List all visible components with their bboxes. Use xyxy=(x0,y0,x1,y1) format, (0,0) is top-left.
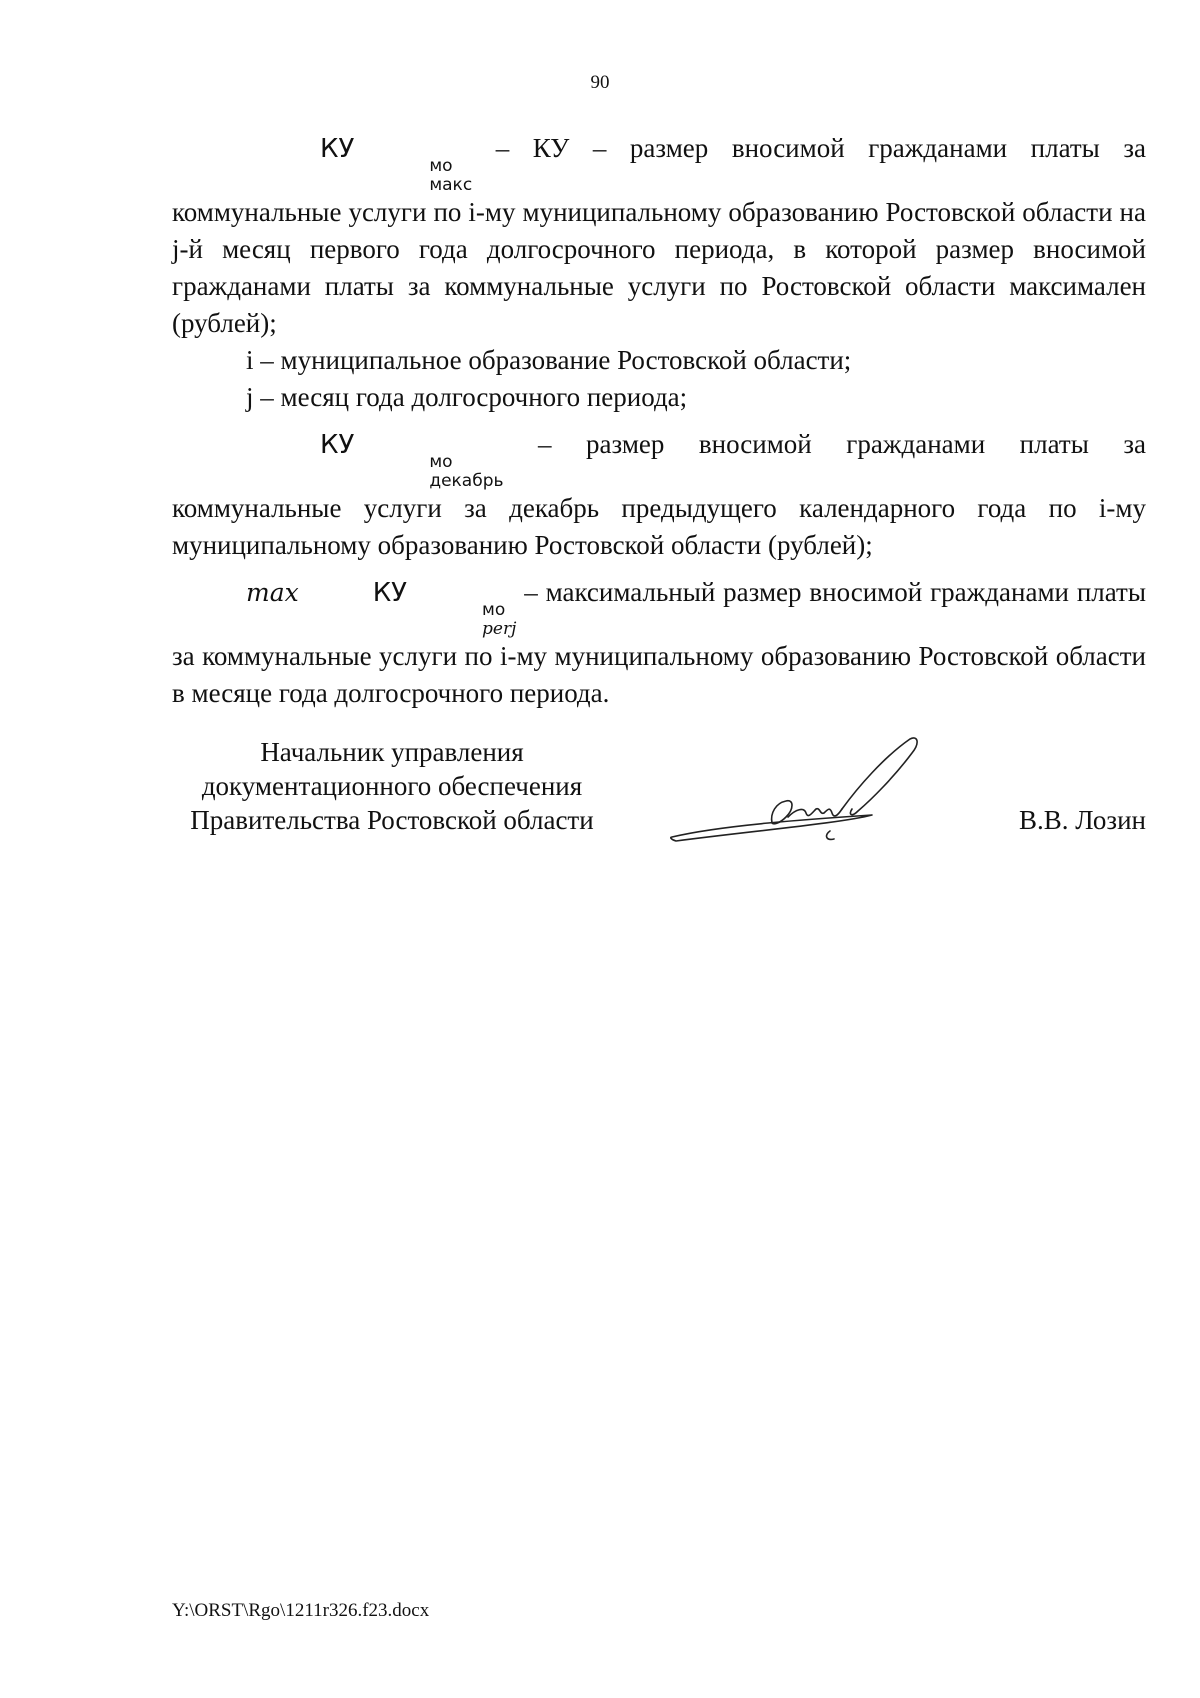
signatory-name: В.В. Лозин xyxy=(1019,805,1146,835)
subscript: макс xyxy=(429,175,473,195)
definition-i: i – муниципальное образование Ростовской области; xyxy=(246,345,852,375)
document-body xyxy=(172,120,1146,712)
handwritten-signature xyxy=(662,727,952,857)
superscript: мо xyxy=(429,156,453,176)
ku-symbol: КУ xyxy=(372,578,408,608)
definition-ku-december xyxy=(172,426,1146,564)
subscript: perj xyxy=(482,619,517,639)
max-prefix: max xyxy=(246,578,299,607)
definition-text: – размер вносимой гражданами платы за коммунальные услуги за декабрь предыдущего календарного года по i-му муниципальному образованию Ростовской области (рублей); xyxy=(172,429,1146,560)
signatory-title xyxy=(172,735,612,837)
signatory-title-line: документационного обеспечения xyxy=(201,771,583,801)
signatory-title-line: Правительства Ростовской области xyxy=(190,805,594,835)
ku-symbol: КУ xyxy=(320,134,355,164)
ku-symbol: КУ xyxy=(320,430,355,460)
definition-ku-max xyxy=(172,130,1146,342)
signatory-title-line: Начальник управления xyxy=(260,737,524,767)
superscript: мо xyxy=(482,600,506,620)
superscript: мо xyxy=(429,452,453,472)
subscript: декабрь xyxy=(429,471,504,491)
footer-file-path: Y:\ORST\Rgo\1211r326.f23.docx xyxy=(172,1600,430,1621)
definition-text: – максимальный размер вносимой гражданами платы за коммунальные услуги по i-му муниципальному образованию Ростовской области в месяце года долгосрочного периода. xyxy=(172,577,1146,708)
definition-text: – КУ – размер вносимой гражданами платы за коммунальные услуги по i-му муниципальному образованию Ростовской области на j-й месяц первого года долгосрочного периода, в которой размер вносимой гражданами платы за коммунальные услуги по Ростовской области максимален (рублей); xyxy=(172,133,1146,338)
page-number: 90 xyxy=(590,72,610,93)
definition-j: j – месяц года долгосрочного периода; xyxy=(246,382,688,412)
signature-block xyxy=(172,735,1146,875)
definition-max-ku xyxy=(172,574,1146,712)
